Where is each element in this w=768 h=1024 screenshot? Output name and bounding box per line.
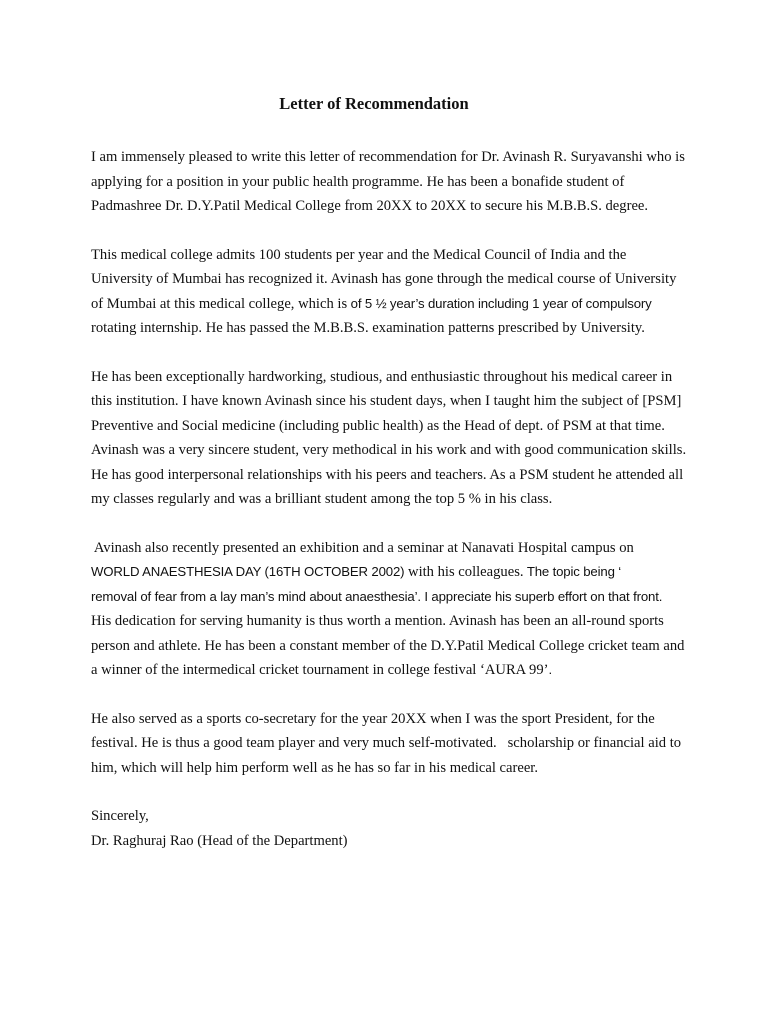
text-line: This medical college admits 100 students per year and the Medical Council of India and the [91, 246, 627, 263]
paragraph-introduction [91, 145, 691, 219]
text-line: He has good interpersonal relationships with his peers and teachers. As a PSM student he attended all [91, 466, 684, 483]
text-line: He also served as a sports co-secretary for the year 20XX when I was the sport President, for the [91, 710, 655, 727]
text-segment: of 5 ½ year’s duration including 1 year of compulsory [347, 295, 652, 311]
closing-salutation: Sincerely, [91, 808, 149, 824]
text-segment: . I appreciate his superb effort on that front. [417, 588, 663, 604]
text-segment: . [548, 662, 553, 677]
paragraph-activities [91, 536, 691, 683]
text-line: His dedication for serving humanity is thus worth a mention. Avinash has been an all-round sports [91, 613, 664, 629]
text-segment: removal of fear from a lay man’s mind about anaesthesia’ [91, 588, 418, 604]
text-line [91, 585, 691, 610]
text-line: Padmashree Dr. D.Y.Patil Medical College from 20XX to 20XX to secure his M.B.B.S. degree. [91, 198, 649, 214]
letter-title: Letter of Recommendation [279, 94, 469, 113]
text-line: person and athlete. He has been a constant member of the D.Y.Patil Medical College cricket team and [91, 637, 685, 654]
text-segment: with his colleagues. [404, 564, 524, 580]
text-line: I am immensely pleased to write this letter of recommendation for Dr. Avinash R. Suryavanshi who is [91, 149, 685, 165]
signature-line: Dr. Raghuraj Rao (Head of the Department) [91, 832, 348, 849]
text-line [91, 658, 691, 683]
text-line [91, 292, 691, 317]
text-line: this institution. I have known Avinash since his student days, when I taught him the subject of [PSM] [91, 393, 682, 409]
text-line: rotating internship. He has passed the M.B.B.S. examination patterns prescribed by University. [91, 320, 645, 336]
text-line: my classes regularly and was a brilliant student among the top 5 % in his class. [91, 491, 553, 507]
text-line: He has been exceptionally hardworking, studious, and enthusiastic throughout his medical career in [91, 368, 673, 385]
paragraph-character [91, 365, 691, 512]
text-line: festival. He is thus a good team player and very much self-motivated. scholarship or financial aid to [91, 735, 682, 751]
paragraph-sports [91, 707, 691, 781]
text-line: him, which will help him perform well as he has so far in his medical career. [91, 759, 539, 776]
text-segment: of Mumbai at this medical college, which is [91, 295, 348, 312]
text-line: Avinash was a very sincere student, very methodical in his work and with good communication skills. [91, 442, 687, 458]
paragraph-college [91, 243, 691, 341]
text-segment: WORLD ANAESTHESIA DAY (16TH OCTOBER 2002) [91, 564, 405, 579]
letter-body [91, 145, 691, 853]
text-line [91, 560, 691, 585]
text-segment: The topic being ‘ [523, 564, 622, 579]
text-line: applying for a position in your public health programme. He has been a bonafide student of [91, 173, 625, 190]
text-line: Preventive and Social medicine (including public health) as the Head of dept. of PSM at that time. [91, 417, 665, 434]
text-line: Avinash also recently presented an exhibition and a seminar at Nanavati Hospital campus on [91, 539, 634, 556]
text-segment: a winner of the intermedical cricket tournament in college festival ‘AURA 99’ [91, 662, 549, 678]
text-line: University of Mumbai has recognized it. Avinash has gone through the medical course of University [91, 271, 677, 287]
